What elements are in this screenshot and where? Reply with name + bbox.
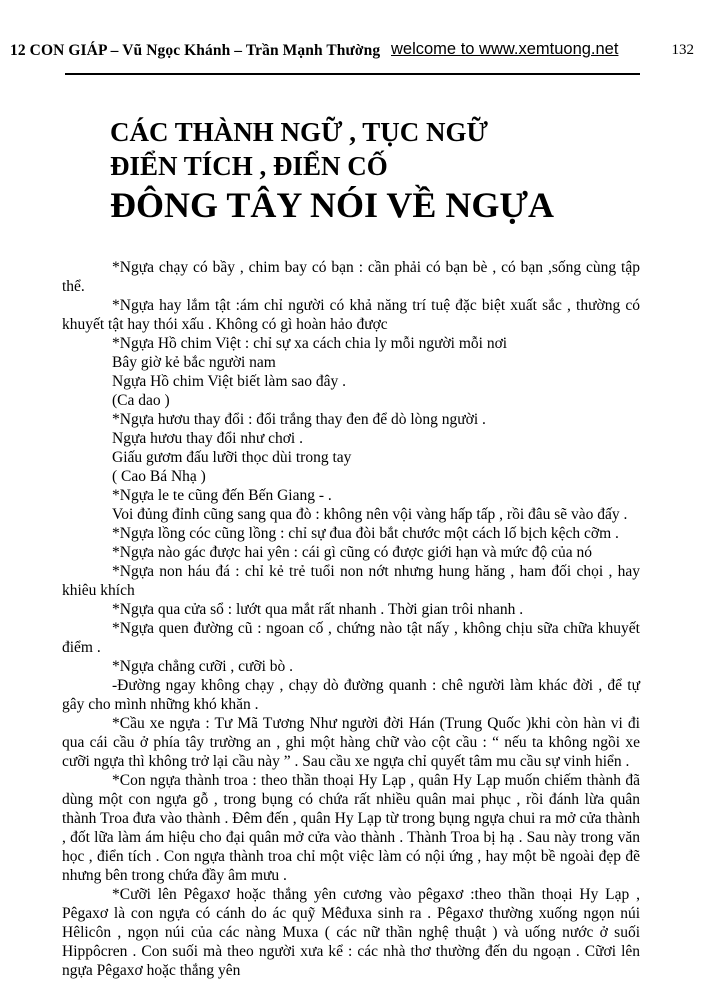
paragraph: *Ngựa chạy có bầy , chim bay có bạn : cần phải có bạn bè , có bạn ,sống cùng tập thể.	[62, 259, 640, 295]
paragraph: *Ngựa qua cửa sổ : lướt qua mắt rất nhanh . Thời gian trôi nhanh .	[112, 601, 524, 618]
paragraph: *Ngựa le te cũng đến Bến Giang - .	[112, 487, 332, 504]
paragraph: Ngựa hươu thay đổi như chơi .	[112, 430, 303, 447]
paragraph: *Ngựa hươu thay đổi : đổi trắng thay đen để dò lòng người .	[112, 411, 486, 428]
header-divider	[65, 73, 640, 75]
paragraph: Bây giờ kẻ bắc người nam	[112, 354, 276, 371]
body-text	[62, 258, 640, 980]
paragraph: *Cầu xe ngựa : Tư Mã Tương Như người đời Hán (Trung Quốc )khi còn hàn vi đi qua cái cầu ở phía tây trường an , ghi một hàng chữ vào cột cầu : “ nếu ta không ngồi xe cưỡi ngựa thì không trở lại cầu này ” . Sau cầu xe ngựa chỉ quyết tâm mu cầu sự vinh hiển .	[62, 715, 640, 770]
paragraph: Giấu gươm đấu lưỡi thọc dùi trong tay	[112, 449, 352, 466]
site-link[interactable]: welcome to www.xemtuong.net	[391, 40, 619, 58]
paragraph: -Đường ngay không chạy , chạy dò đường quanh : chê người làm khác đời , để tự gây cho mình những khó khăn .	[62, 677, 640, 713]
running-header-book-title: 12 CON GIÁP – Vũ Ngọc Khánh – Trần Mạnh Thường	[10, 42, 381, 59]
title-block	[110, 115, 662, 227]
paragraph: (Ca dao )	[112, 392, 170, 409]
paragraph: *Ngựa non háu đá : chỉ kẻ trẻ tuổi non nớt nhưng hung hăng , ham đối chọi , hay khiêu khích	[62, 563, 640, 599]
title-line-1: CÁC THÀNH NGỮ , TỤC NGỮ	[110, 117, 489, 147]
paragraph: Ngựa Hồ chim Việt biết làm sao đây .	[112, 373, 347, 390]
paragraph: Voi đủng đỉnh cũng sang qua đò : không nên vội vàng hấp tấp , rồi đâu sẽ vào đấy .	[112, 506, 628, 523]
paragraph: *Ngựa quen đường cũ : ngoan cố , chứng nào tật nấy , không chịu sữa chữa khuyết điểm .	[62, 620, 640, 656]
title-line-2: ĐIỂN TÍCH , ĐIỂN CỐ	[110, 151, 388, 181]
paragraph: ( Cao Bá Nhạ )	[112, 468, 206, 485]
paragraph: *Cưỡi lên Pêgaxơ hoặc thắng yên cương vào pêgaxơ :theo thần thoại Hy Lạp , Pêgaxơ là con ngựa có cánh do ác quỹ Mêđuxa sinh ra . Pêgaxơ thường xuống ngọn núi Hêlicôn , ngọn núi của các nàng Muxa ( các nữ thần nghệ thuật ) và uống nước ở suối Hippôcren . Con suối mà theo người xưa kể : các nhà thơ thường đến du ngoạn . Cữơi lên ngựa Pêgaxơ hoặc thắng yên	[62, 886, 640, 979]
paragraph: *Ngựa hay lắm tật :ám chỉ người có khả năng trí tuệ đặc biệt xuất sắc , thường có khuyết tật hay thói xấu . Không có gì hoàn hảo được	[62, 297, 640, 333]
paragraph: *Ngựa lồng cóc cũng lồng : chỉ sự đua đòi bắt chước một cách lố bịch kệch cỡm .	[112, 525, 619, 542]
paragraph: *Ngựa nào gác được hai yên : cái gì cũng có được giới hạn và mức độ của nó	[112, 544, 592, 561]
paragraph: *Con ngựa thành troa : theo thần thoại Hy Lạp , quân Hy Lạp muốn chiếm thành đã dùng một con ngựa gỗ , trong bụng có chứa rất nhiều quân mai phục , rồi đánh lừa quân thành Troa đưa vào thành . Đêm đến , quân Hy Lạp từ trong bụng ngựa chui ra mở cửa thành , đốt lữa làm ám hiệu cho đại quân mở cửa vào thành . Thành Troa bị hạ . Sau này trong văn học , điển tích . Con ngựa thành troa chỉ một việc làm có nội ứng , hay một bề ngoài đẹp đẽ nhưng bên trong chứa đầy âm mưu .	[62, 772, 640, 884]
title-main: ĐÔNG TÂY NÓI VỀ NGỰA	[110, 185, 555, 225]
page-header	[10, 40, 696, 64]
paragraph: *Ngựa Hồ chim Việt : chỉ sự xa cách chia ly mỗi người mỗi nơi	[112, 335, 508, 352]
paragraph: *Ngựa chẳng cưỡi , cưỡi bò .	[112, 658, 294, 675]
page-number: 132	[671, 42, 694, 58]
